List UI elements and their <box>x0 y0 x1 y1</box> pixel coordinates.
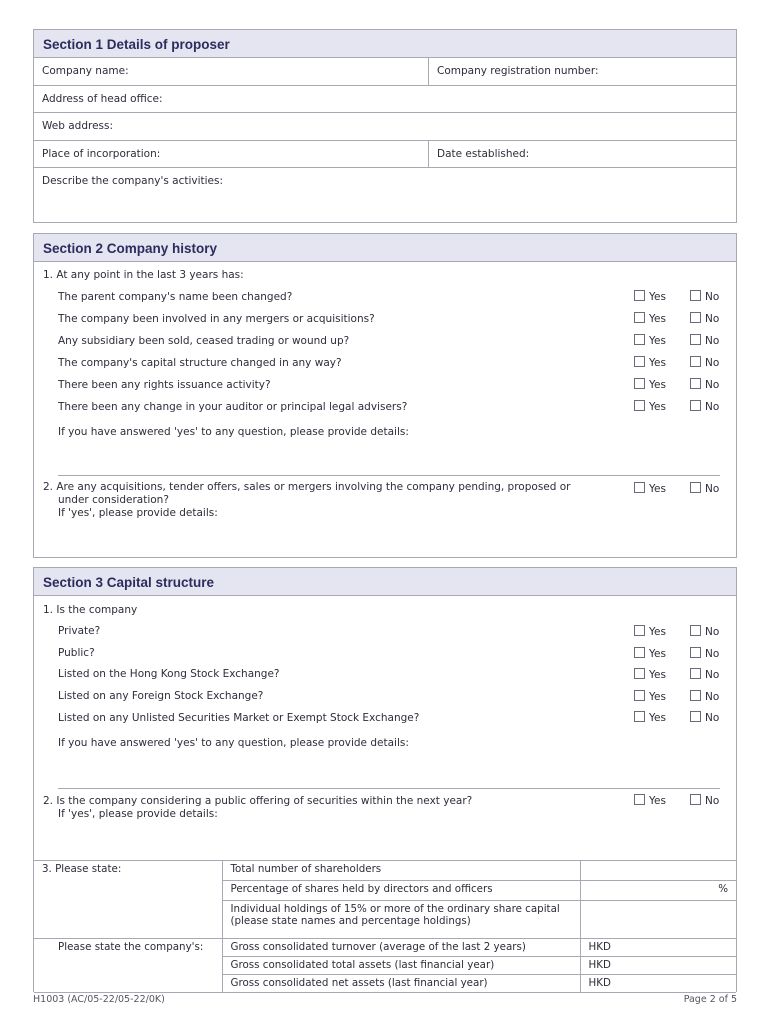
checkbox-icon <box>690 290 701 301</box>
no-checkbox[interactable]: No <box>690 668 719 681</box>
details-answer-line[interactable] <box>58 475 720 476</box>
history-details-prompt: If you have answered 'yes' to any question, please provide details: <box>58 426 409 438</box>
history-item: Any subsidiary been sold, ceased trading or wound up? <box>58 335 350 347</box>
checkbox-icon <box>690 711 701 722</box>
section-3-title: Section 3 Capital structure <box>34 568 736 596</box>
history-item: There been any rights issuance activity? <box>58 379 271 391</box>
checkbox-icon <box>690 690 701 701</box>
checkbox-icon <box>634 711 645 722</box>
yes-checkbox[interactable]: Yes <box>634 290 666 303</box>
yes-checkbox[interactable]: Yes <box>634 711 666 724</box>
no-checkbox[interactable]: No <box>690 334 719 347</box>
no-checkbox[interactable]: No <box>690 312 719 325</box>
yes-checkbox[interactable]: Yes <box>634 400 666 413</box>
company-name-label: Company name: <box>42 65 129 77</box>
shareholding-table <box>34 860 736 993</box>
large-holdings-row-label: Individual holdings of 15% or more of the ordinary share capital (please state names and percentage holdings) <box>222 901 580 939</box>
details-answer-line[interactable] <box>58 788 720 789</box>
net-assets-input[interactable] <box>580 975 736 993</box>
currency-label: HKD <box>588 941 611 953</box>
checkbox-icon <box>690 482 701 493</box>
no-checkbox[interactable]: No <box>690 290 719 303</box>
capital-item: Listed on any Foreign Stock Exchange? <box>58 690 264 702</box>
yes-checkbox[interactable]: Yes <box>634 312 666 325</box>
yes-checkbox[interactable]: Yes <box>634 794 666 807</box>
no-checkbox[interactable]: No <box>690 711 719 724</box>
currency-label: HKD <box>588 977 611 989</box>
capital-item: Public? <box>58 647 95 659</box>
capital-item: Listed on the Hong Kong Stock Exchange? <box>58 668 280 680</box>
director-shares-row-label: Percentage of shares held by directors and officers <box>222 881 580 901</box>
percent-sign: % <box>718 883 728 895</box>
history-item: The company been involved in any mergers or acquisitions? <box>58 313 375 325</box>
yes-checkbox[interactable]: Yes <box>634 378 666 391</box>
no-checkbox[interactable]: No <box>690 690 719 703</box>
company-financials-label: Please state the company's: <box>34 939 222 993</box>
no-checkbox[interactable]: No <box>690 356 719 369</box>
company-name-field[interactable] <box>34 58 428 85</box>
section-2-title: Section 2 Company history <box>34 234 736 262</box>
page-number: Page 2 of 5 <box>683 994 737 1005</box>
net-assets-row-label: Gross consolidated net assets (last financial year) <box>222 975 580 993</box>
no-checkbox[interactable]: No <box>690 647 719 660</box>
shareholders-row-label: Total number of shareholders <box>222 861 580 881</box>
place-of-incorporation-label: Place of incorporation: <box>42 148 161 160</box>
section-1 <box>33 29 737 223</box>
history-question-2-line-2: under consideration? <box>58 494 169 506</box>
checkbox-icon <box>690 356 701 367</box>
checkbox-icon <box>690 794 701 805</box>
checkbox-icon <box>690 625 701 636</box>
section-1-title: Section 1 Details of proposer <box>34 30 736 58</box>
yes-checkbox[interactable]: Yes <box>634 668 666 681</box>
history-question-2: 2. Are any acquisitions, tender offers, sales or mergers involving the company pending, proposed or <box>43 481 571 493</box>
yes-checkbox[interactable]: Yes <box>634 690 666 703</box>
checkbox-icon <box>634 690 645 701</box>
history-item: The company's capital structure changed in any way? <box>58 357 342 369</box>
capital-question-2-line-2: If 'yes', please provide details: <box>58 808 218 820</box>
section-3 <box>33 567 737 992</box>
checkbox-icon <box>634 668 645 679</box>
checkbox-icon <box>634 312 645 323</box>
checkbox-icon <box>690 378 701 389</box>
large-holdings-input[interactable] <box>580 901 736 939</box>
no-checkbox[interactable]: No <box>690 794 719 807</box>
director-shares-input[interactable] <box>580 881 736 901</box>
history-question-2-line-3: If 'yes', please provide details: <box>58 507 218 519</box>
yes-checkbox[interactable]: Yes <box>634 647 666 660</box>
checkbox-icon <box>634 625 645 636</box>
company-activities-label: Describe the company's activities: <box>42 175 224 187</box>
place-of-incorporation-field[interactable] <box>34 141 428 167</box>
checkbox-icon <box>634 290 645 301</box>
capital-details-prompt: If you have answered 'yes' to any question, please provide details: <box>58 737 409 749</box>
checkbox-icon <box>634 400 645 411</box>
turnover-row-label: Gross consolidated turnover (average of the last 2 years) <box>222 939 580 957</box>
checkbox-icon <box>690 312 701 323</box>
checkbox-icon <box>690 647 701 658</box>
checkbox-icon <box>634 794 645 805</box>
total-assets-row-label: Gross consolidated total assets (last financial year) <box>222 957 580 975</box>
section-2 <box>33 233 737 558</box>
checkbox-icon <box>634 647 645 658</box>
history-item: The parent company's name been changed? <box>58 291 293 303</box>
no-checkbox[interactable]: No <box>690 625 719 638</box>
checkbox-icon <box>690 668 701 679</box>
history-item: There been any change in your auditor or principal legal advisers? <box>58 401 408 413</box>
form-code: H1003 (AC/05-22/05-22/0K) <box>33 994 165 1005</box>
head-office-address-field[interactable] <box>34 86 736 112</box>
yes-checkbox[interactable]: Yes <box>634 334 666 347</box>
head-office-address-label: Address of head office: <box>42 93 163 105</box>
checkbox-icon <box>634 482 645 493</box>
checkbox-icon <box>690 334 701 345</box>
checkbox-icon <box>690 400 701 411</box>
currency-label: HKD <box>588 959 611 971</box>
history-question-1: 1. At any point in the last 3 years has: <box>43 269 244 281</box>
total-assets-input[interactable] <box>580 957 736 975</box>
web-address-label: Web address: <box>42 120 114 132</box>
company-registration-field[interactable] <box>428 58 736 85</box>
shareholders-input[interactable] <box>580 861 736 881</box>
checkbox-icon <box>634 356 645 367</box>
date-established-label: Date established: <box>437 148 530 160</box>
please-state-label: 3. Please state: <box>34 861 222 939</box>
capital-question-2: 2. Is the company considering a public offering of securities within the next year? <box>43 795 473 807</box>
date-established-field[interactable] <box>428 141 736 167</box>
no-checkbox[interactable]: No <box>690 400 719 413</box>
company-registration-label: Company registration number: <box>437 65 599 77</box>
capital-item: Listed on any Unlisted Securities Market or Exempt Stock Exchange? <box>58 712 420 724</box>
no-checkbox[interactable]: No <box>690 482 719 495</box>
checkbox-icon <box>634 378 645 389</box>
turnover-input[interactable] <box>580 939 736 957</box>
web-address-field[interactable] <box>34 113 736 140</box>
yes-checkbox[interactable]: Yes <box>634 356 666 369</box>
yes-checkbox[interactable]: Yes <box>634 625 666 638</box>
yes-checkbox[interactable]: Yes <box>634 482 666 495</box>
company-activities-field[interactable] <box>34 168 736 222</box>
capital-item: Private? <box>58 625 101 637</box>
capital-question-1: 1. Is the company <box>43 604 138 616</box>
no-checkbox[interactable]: No <box>690 378 719 391</box>
checkbox-icon <box>634 334 645 345</box>
